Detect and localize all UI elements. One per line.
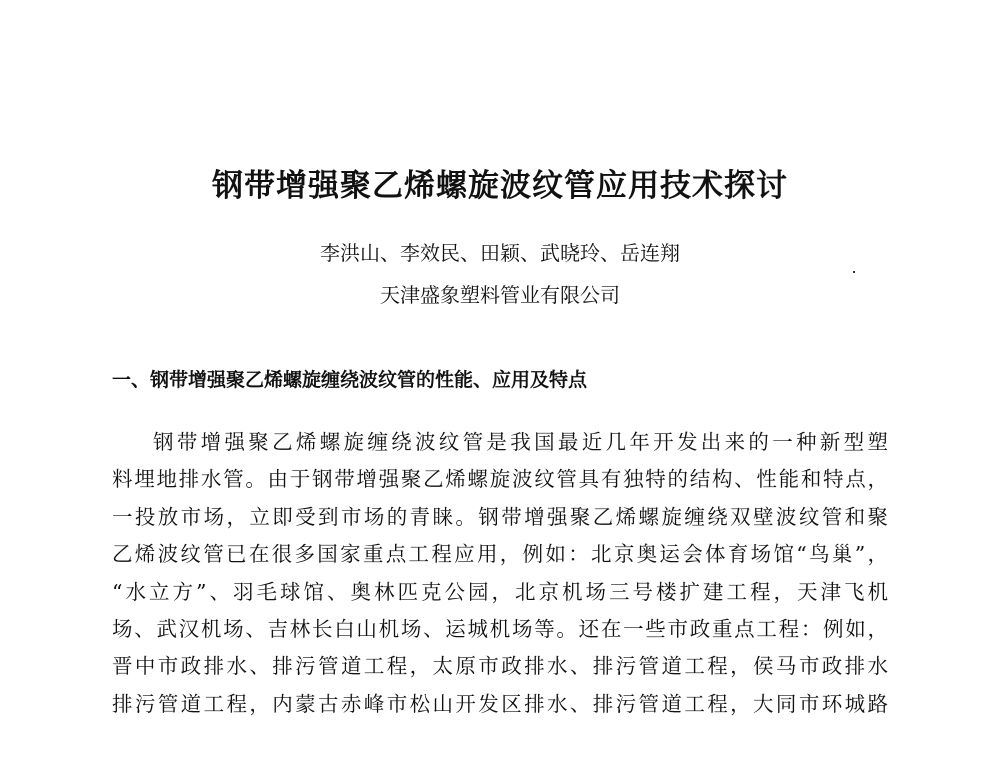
paragraph-line: 晋中市政排水、排污管道工程，太原市政排水、排污管道工程，侯马市政排水 (112, 654, 888, 679)
paragraph-line: 乙烯波纹管已在很多国家重点工程应用，例如：北京奥运会体育场馆“鸟巢”， (112, 542, 888, 567)
paragraph-line: 一投放市场，立即受到市场的青睐。钢带增强聚乙烯螺旋缠绕双壁波纹管和聚 (112, 504, 888, 529)
author-affiliation: 天津盛象塑料管业有限公司 (380, 283, 620, 307)
body-paragraph (112, 424, 888, 723)
author-list: 李洪山、李效民、田颖、武晓玲、岳连翔 (320, 241, 680, 265)
paragraph-line: 钢带增强聚乙烯螺旋缠绕波纹管是我国最近几年开发出来的一种新型塑 (153, 430, 888, 454)
scan-speck (853, 271, 855, 273)
paragraph-line: 排污管道工程，内蒙古赤峰市松山开发区排水、排污管道工程，大同市环城路 (112, 691, 888, 716)
section-heading: 一、钢带增强聚乙烯螺旋缠绕波纹管的性能、应用及特点 (112, 369, 588, 391)
paragraph-line: 场、武汉机场、吉林长白山机场、运城机场等。还在一些市政重点工程：例如， (112, 616, 888, 641)
paragraph-line: 料埋地排水管。由于钢带增强聚乙烯螺旋波纹管具有独特的结构、性能和特点， (112, 467, 888, 492)
paper-title: 钢带增强聚乙烯螺旋波纹管应用技术探讨 (212, 168, 788, 204)
paragraph-line: “水立方”、羽毛球馆、奥林匹克公园，北京机场三号楼扩建工程，天津飞机 (112, 579, 888, 604)
